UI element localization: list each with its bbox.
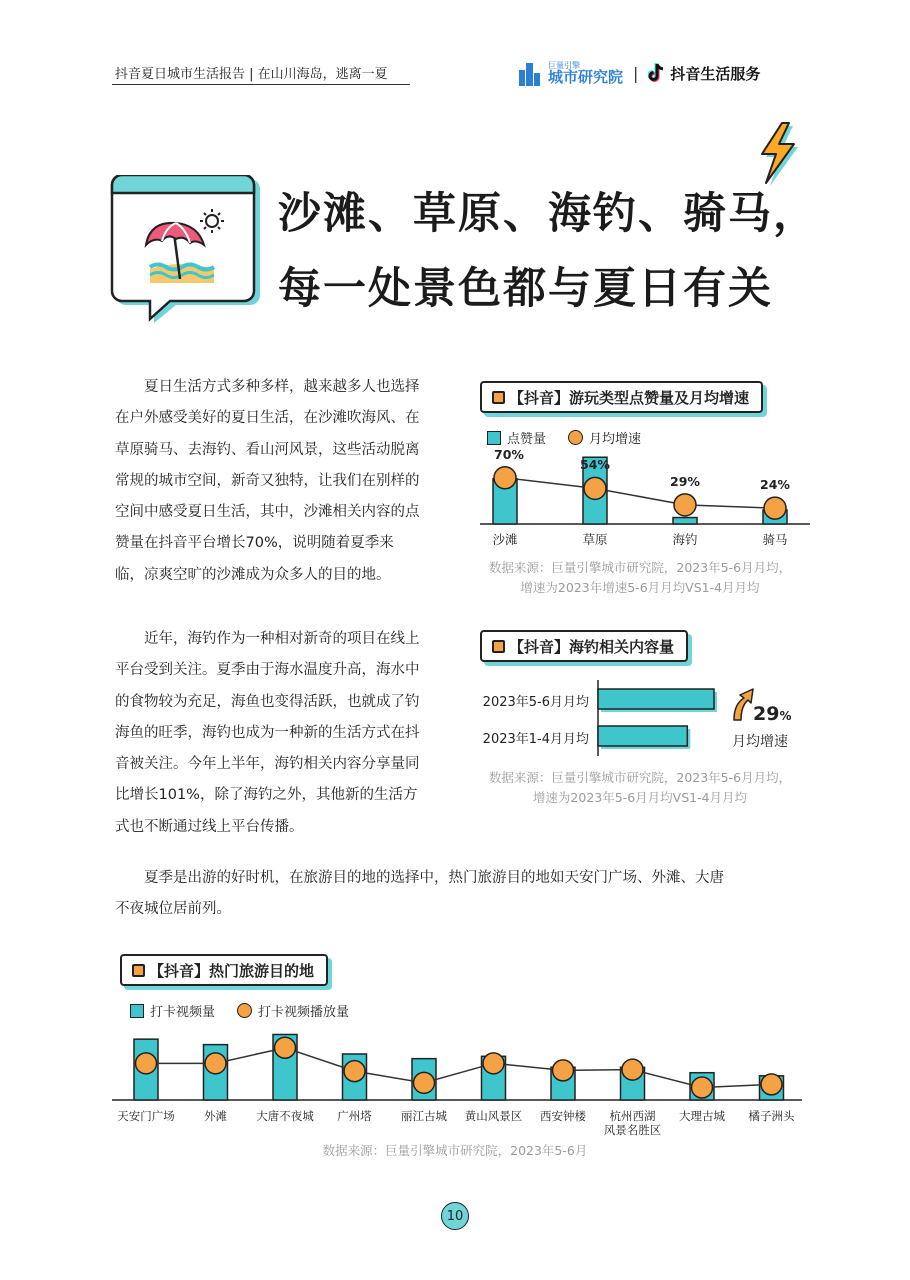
hbar-2023年1-4月月均 (598, 726, 690, 749)
paragraph-line: 海鱼的旺季，海钓也成为一种新的生活方式在抖 (115, 724, 420, 741)
paragraph-line: 平台受到关注。夏季由于海水温度升高，海水中 (115, 662, 420, 679)
category-label (666, 1109, 738, 1123)
legend-dot-swatch (237, 1003, 252, 1018)
category-label-line: 风景名胜区 (603, 1123, 662, 1137)
paragraph-destinations (115, 863, 800, 926)
growth-point-沙滩 (494, 467, 516, 489)
play-point-大理古城 (692, 1077, 713, 1098)
legend-dot-swatch (568, 430, 583, 445)
growth-point-草原 (584, 477, 606, 499)
paragraph-line: 夏日生活方式多种多样，越来越多人也选择 (144, 379, 420, 395)
paragraph-line: 常规的城市空间，新奇又独特，让我们在别样的 (115, 472, 420, 489)
category-label: 沙滩 (492, 532, 518, 547)
growth-unit: % (779, 709, 792, 723)
category-label-line: 杭州西湖 (609, 1109, 656, 1123)
bar-海钓 (673, 518, 697, 524)
chart2-plot (596, 680, 726, 758)
category-label: 海钓 (672, 532, 698, 547)
brand-douyin: 抖音生活服务 (670, 64, 761, 83)
category-label (110, 1109, 182, 1123)
source-line: 数据来源：巨量引擎城市研究院，2023年5-6月月均， (488, 560, 792, 575)
play-point-西安钟楼 (553, 1060, 574, 1081)
chart3-title (120, 954, 328, 986)
category-label: 骑马 (762, 532, 788, 547)
growth-point-海钓 (674, 494, 696, 516)
play-point-杭州西湖风景名胜区 (622, 1059, 643, 1080)
category-label-line: 黄山风景区 (464, 1109, 523, 1123)
title-square-icon (492, 391, 505, 404)
play-point-大唐不夜城 (275, 1037, 296, 1058)
category-label (736, 1109, 808, 1123)
paragraph-line: 赞量在抖音平台增长70%，说明随着夏季来 (115, 535, 394, 552)
play-point-广州塔 (344, 1061, 365, 1082)
value-label: 70% (494, 446, 524, 462)
growth-number: 29 (753, 703, 780, 725)
page-title-line1: 沙滩、草原、海钓、骑马， (278, 189, 818, 239)
category-label-line: 丽江古城 (401, 1109, 447, 1123)
value-label: 54% (580, 457, 610, 473)
header-divider (112, 84, 410, 85)
play-point-天安门广场 (136, 1053, 157, 1074)
paragraph-line: 式也不断通过线上平台传播。 (115, 818, 304, 835)
beach-umbrella-icon (110, 175, 260, 325)
paragraph-line: 夏季是出游的好时机，在旅游目的地的选择中，热门旅游目的地如天安门广场、外滩、大唐 (144, 870, 724, 886)
paragraph-line: 比增长101%，除了海钓之外，其他新的生活方 (115, 787, 418, 804)
chart3-source: 数据来源：巨量引擎城市研究院，2023年5-6月 (322, 1143, 588, 1158)
category-label (388, 1109, 460, 1123)
brand-name: 城市研究院 (548, 67, 624, 86)
paragraph-beach (115, 372, 455, 591)
chart3-plot (112, 1018, 802, 1104)
paragraph-line: 草原骑马、去海钓、看山河风景，这些活动脱离 (115, 441, 420, 458)
category-label (458, 1109, 530, 1123)
source-line: 增速为2023年增速5-6月月均VS1-4月月均 (520, 580, 760, 595)
report-title: 抖音夏日城市生活报告 | 在山川海岛，逃离一夏 (115, 67, 388, 82)
growth-arrow-icon (728, 686, 756, 722)
category-label: 2023年5-6月月均 (482, 695, 589, 710)
paragraph-line: 音被关注。今年上半年，海钓相关内容分享量同 (115, 756, 420, 773)
chart2-title (480, 630, 688, 662)
legend-bar-label: 点赞量 (507, 432, 547, 447)
category-label-line: 大理古城 (679, 1109, 725, 1123)
category-label-line: 外滩 (204, 1109, 227, 1123)
lightning-bolt-icon (748, 120, 802, 186)
brand-bar (518, 58, 760, 88)
paragraph-line: 临，凉爽空旷的沙滩成为众多人的目的地。 (115, 566, 391, 583)
chart3-title-text: 【抖音】热门旅游目的地 (149, 961, 315, 980)
legend-bar-swatch (487, 431, 501, 445)
chart2-source (455, 768, 825, 808)
category-label-line: 西安钟楼 (540, 1109, 586, 1123)
play-point-橘子洲头 (761, 1074, 782, 1095)
category-label: 2023年1-4月月均 (482, 732, 589, 747)
brand-separator: | (633, 63, 639, 83)
category-label: 草原 (582, 532, 608, 547)
growth-value (753, 703, 791, 725)
page-title-line2: 每一处景色都与夏日有关 (278, 264, 773, 314)
city-building-icon (518, 60, 542, 86)
chart1-title (480, 381, 763, 413)
category-label (180, 1109, 252, 1123)
category-label (597, 1109, 669, 1137)
play-count-line (146, 1048, 772, 1088)
category-label (249, 1109, 321, 1123)
paragraph-sea-fishing (115, 624, 455, 843)
paragraph-line: 的食物较为充足，海鱼也变得活跃，也就成了钓 (115, 693, 420, 710)
category-label (319, 1109, 391, 1123)
category-label-line: 大唐不夜城 (256, 1109, 314, 1123)
chart1-title-text: 【抖音】游玩类型点赞量及月均增速 (509, 388, 750, 407)
play-point-黄山风景区 (483, 1053, 504, 1074)
value-label: 29% (670, 473, 700, 489)
chart1-source (455, 558, 825, 598)
paragraph-line: 近年，海钓作为一种相对新奇的项目在线上 (144, 631, 420, 647)
paragraph-line: 不夜城位居前列。 (115, 901, 231, 918)
page-number: 10 (441, 1202, 469, 1230)
play-point-外滩 (205, 1053, 226, 1074)
growth-label: 月均增速 (732, 734, 788, 750)
category-label-line: 天安门广场 (117, 1109, 175, 1123)
paragraph-line: 在户外感受美好的夏日生活，在沙滩吹海风、在 (115, 410, 420, 427)
legend-line-label: 月均增速 (589, 432, 642, 447)
legend-bar-label: 打卡视频量 (150, 1005, 216, 1020)
brand-small-label: 巨量引擎 (548, 60, 580, 70)
chart2-title-text: 【抖音】海钓相关内容量 (509, 637, 675, 656)
growth-point-骑马 (764, 497, 786, 519)
hbar-2023年5-6月月均 (598, 689, 717, 712)
source-line: 增速为2023年5-6月月均VS1-4月月均 (532, 790, 748, 805)
paragraph-line: 空间中感受夏日生活，其中，沙滩相关内容的点 (115, 504, 420, 521)
category-label-line: 橘子洲头 (748, 1109, 795, 1123)
legend-line-label: 打卡视频播放量 (258, 1005, 350, 1020)
source-line: 数据来源：巨量引擎城市研究院，2023年5-6月月均， (488, 770, 792, 785)
category-label (527, 1109, 599, 1123)
play-point-丽江古城 (414, 1072, 435, 1093)
douyin-logo-icon (648, 63, 666, 83)
value-label: 24% (760, 477, 790, 493)
title-square-icon (132, 964, 145, 977)
category-label-line: 广州塔 (337, 1109, 372, 1123)
growth-line (505, 478, 775, 508)
title-square-icon (492, 640, 505, 653)
legend-bar-swatch (130, 1004, 144, 1018)
